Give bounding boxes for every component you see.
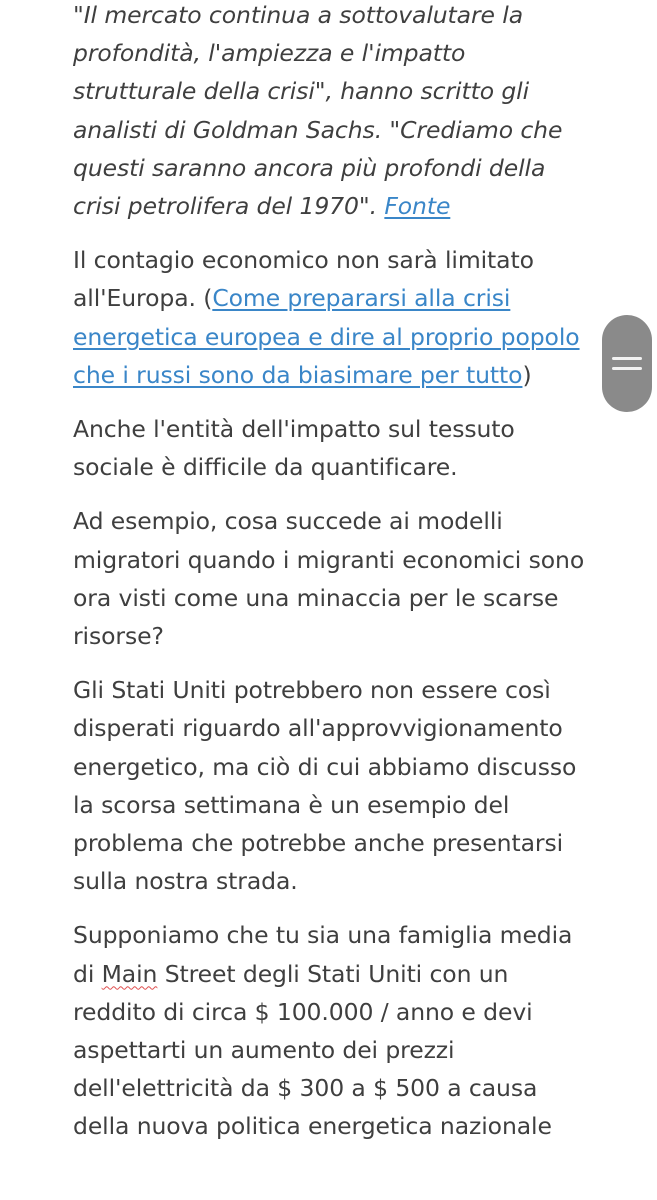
drag-lines-icon [612,367,642,370]
source-link[interactable]: Fonte [384,192,451,221]
migration-paragraph: Ad esempio, cosa succede ai modelli migratori quando i migranti economici sono ora visti come una minaccia per le scarse risorse? [73,507,585,651]
contagion-text-after: ) [522,360,532,389]
social-impact-paragraph: Anche l'entità dell'impatto sul tessuto sociale è difficile da quantificare. [73,415,515,482]
quote-text: "Il mercato continua a sottovalutare la profondità, l'ampiezza e l'impatto strutturale della crisi", hanno scritto gli analisti di Goldman Sachs. "Crediamo che questi saranno ancora più profondi della crisi petrolifera del 1970". [73,1,563,221]
family-text-after: Street degli Stati Uniti con un reddito di circa $ 100.000 / anno e devi aspettarti un aumento dei prezzi dell'elettricità da $ 300 a $ 500 a causa della nuova politica energetica nazionale [73,959,552,1141]
usa-energy-paragraph: Gli Stati Uniti potrebbero non essere così disperati riguardo all'approvvigionamento energetico, ma ciò di cui abbiamo discusso la scorsa settimana è un esempio del problema che potrebbe anche presentarsi sulla nostra strada. [73,676,577,896]
quote-paragraph [73,0,593,225]
spellcheck-flagged-word[interactable]: Main [101,959,158,988]
energy-crisis-article-link[interactable]: Come prepararsi alla crisi energetica europea e dire al proprio popolo che i russi sono da biasimare per tutto [73,284,580,389]
family-text-before: Supponiamo che tu sia una famiglia media di [73,921,573,988]
contagion-paragraph [73,241,593,394]
fast-scroll-handle[interactable] [602,315,652,412]
contagion-text-before: Il contagio economico non sarà limitato all'Europa. ( [73,246,534,313]
article-body [73,0,593,1162]
drag-lines-icon [612,357,642,360]
family-example-paragraph [73,916,593,1145]
